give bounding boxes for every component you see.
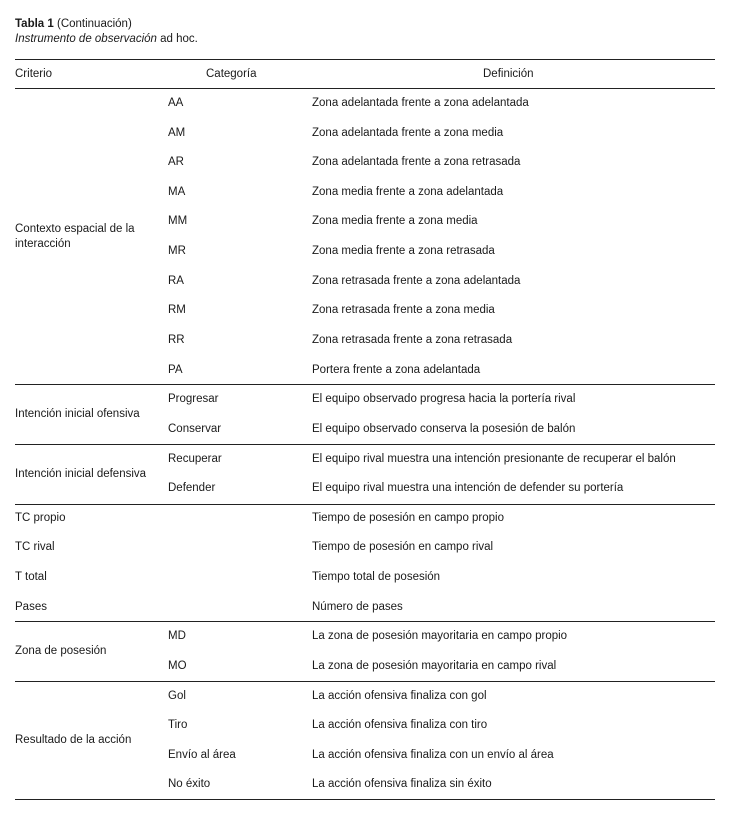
- definicion-cell: El equipo rival muestra una intención presionante de recuperar el balón: [312, 453, 676, 465]
- criterio-cell: T total: [15, 571, 47, 583]
- categoria-cell: MO: [168, 660, 187, 672]
- categoria-cell: Conservar: [168, 423, 222, 435]
- group-rule: [15, 504, 715, 505]
- definicion-cell: La zona de posesión mayoritaria en campo propio: [312, 630, 568, 642]
- definicion-cell: Zona retrasada frente a zona retrasada: [312, 334, 513, 346]
- categoria-cell: Defender: [168, 482, 216, 494]
- criterio-cell: Pases: [15, 601, 47, 613]
- group-rule: [15, 444, 715, 445]
- definicion-cell: Tiempo total de posesión: [312, 571, 441, 583]
- criterio-cell: Zona de posesión: [15, 645, 107, 657]
- definicion-cell: La acción ofensiva finaliza sin éxito: [312, 778, 492, 790]
- categoria-cell: No éxito: [168, 778, 211, 790]
- caption-line-2: [15, 32, 198, 47]
- definicion-cell: Tiempo de posesión en campo rival: [312, 541, 494, 553]
- categoria-cell: AM: [168, 127, 186, 139]
- caption-line-1: [15, 17, 198, 32]
- header-rule: [15, 88, 715, 89]
- definicion-cell: La acción ofensiva finaliza con tiro: [312, 719, 488, 731]
- definicion-cell: Número de pases: [312, 601, 403, 613]
- categoria-cell: AR: [168, 156, 184, 168]
- categoria-cell: Recuperar: [168, 453, 222, 465]
- group-rule: [15, 621, 715, 622]
- definicion-cell: Zona retrasada frente a zona media: [312, 304, 495, 316]
- criterio-cell: TC rival: [15, 541, 55, 553]
- categoria-cell: Envío al área: [168, 749, 236, 761]
- criterio-cell: Intención inicial defensiva: [15, 468, 147, 480]
- categoria-cell: MM: [168, 215, 188, 227]
- table-continuation: (Continuación): [56, 18, 132, 30]
- categoria-cell: Progresar: [168, 393, 219, 405]
- criterio-cell: Resultado de la acción: [15, 734, 132, 746]
- bottom-rule: [15, 799, 715, 800]
- criterio-cell: Contexto espacial de la interacción: [15, 223, 135, 250]
- definicion-cell: Tiempo de posesión en campo propio: [312, 512, 504, 524]
- table-caption: [15, 17, 198, 47]
- categoria-cell: AA: [168, 97, 184, 109]
- table-title-italic: Instrumento de observación: [15, 33, 157, 45]
- top-rule: [15, 59, 715, 60]
- header-criterio: Criterio: [15, 68, 53, 80]
- definicion-cell: El equipo observado progresa hacia la portería rival: [312, 393, 576, 405]
- categoria-cell: PA: [168, 364, 183, 376]
- categoria-cell: RM: [168, 304, 186, 316]
- categoria-cell: RA: [168, 275, 184, 287]
- header-categoria: Categoría: [206, 68, 257, 80]
- header-definicion: Definición: [483, 68, 534, 80]
- definicion-cell: Zona adelantada frente a zona retrasada: [312, 156, 521, 168]
- table-title-rest: ad hoc.: [160, 33, 198, 45]
- definicion-cell: La zona de posesión mayoritaria en campo rival: [312, 660, 557, 672]
- definicion-cell: La acción ofensiva finaliza con gol: [312, 690, 487, 702]
- definicion-cell: Zona retrasada frente a zona adelantada: [312, 275, 521, 287]
- categoria-cell: MR: [168, 245, 186, 257]
- definicion-cell: Portera frente a zona adelantada: [312, 364, 481, 376]
- definicion-cell: Zona adelantada frente a zona media: [312, 127, 504, 139]
- criterio-cell: Intención inicial ofensiva: [15, 408, 140, 420]
- definicion-cell: Zona media frente a zona media: [312, 215, 478, 227]
- definicion-cell: La acción ofensiva finaliza con un envío al área: [312, 749, 554, 761]
- categoria-cell: MA: [168, 186, 186, 198]
- definicion-cell: Zona adelantada frente a zona adelantada: [312, 97, 529, 109]
- table-label: Tabla 1: [15, 18, 54, 30]
- criterio-cell: TC propio: [15, 512, 66, 524]
- group-rule: [15, 681, 715, 682]
- categoria-cell: Gol: [168, 690, 186, 702]
- definicion-cell: El equipo observado conserva la posesión de balón: [312, 423, 576, 435]
- definicion-cell: Zona media frente a zona retrasada: [312, 245, 495, 257]
- group-rule: [15, 384, 715, 385]
- categoria-cell: RR: [168, 334, 185, 346]
- definicion-cell: Zona media frente a zona adelantada: [312, 186, 504, 198]
- categoria-cell: MD: [168, 630, 186, 642]
- categoria-cell: Tiro: [168, 719, 188, 731]
- definicion-cell: El equipo rival muestra una intención de defender su portería: [312, 482, 624, 494]
